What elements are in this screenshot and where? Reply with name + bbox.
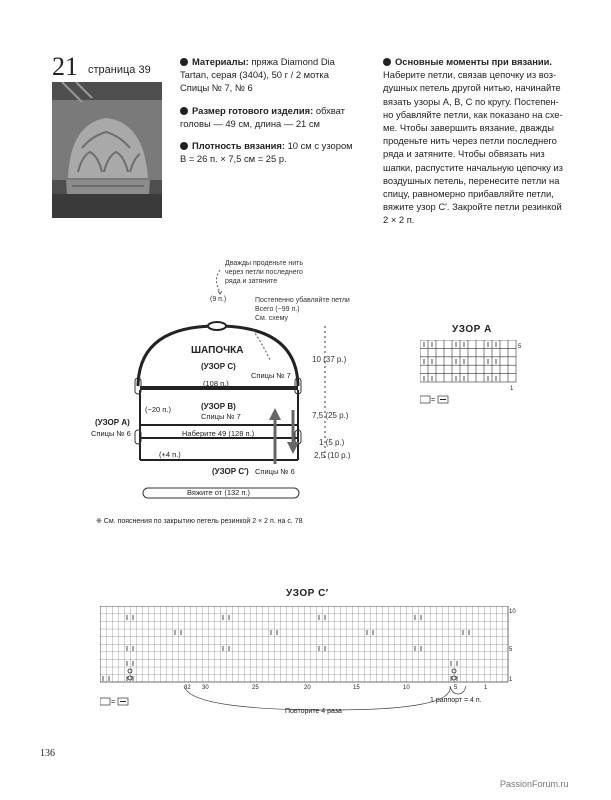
height-4: 2,5 (10 р.) xyxy=(314,451,351,460)
uzor-a-col-label: 1 xyxy=(510,386,514,392)
instructions-title: Основные моменты при вязании. xyxy=(395,56,552,67)
uzor-c-col-15: 15 xyxy=(353,685,360,691)
cast-on: Наберите 49 (128 п.) xyxy=(182,429,255,438)
instructions-column xyxy=(383,55,565,236)
uzor-c-row-label-5: 5 xyxy=(509,647,513,653)
needles-7-top: Спицы № 7 xyxy=(251,371,291,380)
materials-text: пряжа Diamond Dia Tartan, серая (3404), 50 г / 2 мотка Спицы № 7, № 6 xyxy=(180,56,335,94)
legend-blank-cell xyxy=(420,396,430,403)
decrease-note-2: Всего (−99 п.) xyxy=(255,306,300,313)
legend-blank-cell-c xyxy=(100,698,110,705)
page-number: 136 xyxy=(40,748,55,759)
uzor-c-prime-chart xyxy=(100,606,520,716)
uzor-c-label: (УЗОР С) xyxy=(201,362,236,371)
height-3: 1 (5 р.) xyxy=(319,438,345,447)
size-title: Размер готового изделия: xyxy=(192,104,314,116)
bullet-icon xyxy=(180,142,188,150)
minus-20: (−20 п.) xyxy=(145,405,171,414)
materials-paragraph xyxy=(180,55,360,95)
uzor-a-title: УЗОР А xyxy=(452,324,492,335)
uzor-c-col-20: 20 xyxy=(304,685,311,691)
uzor-c-prime-title: УЗОР С′ xyxy=(286,588,329,599)
bullet-icon xyxy=(180,58,188,66)
uzor-c-row-label-1: 1 xyxy=(509,677,513,683)
legend-equals: = xyxy=(431,397,436,404)
density-text: 10 см с узором В = 26 п. × 7,5 см = 25 р. xyxy=(180,140,353,165)
needles-7-mid: Спицы № 7 xyxy=(201,412,241,421)
uzor-b-label: (УЗОР В) xyxy=(201,402,236,411)
decrease-note-1: Постепенно убавляйте петли xyxy=(255,297,350,304)
knit-from: Вяжите от (132 п.) xyxy=(187,488,251,497)
footnote: ※ См. пояснения по закрытию петель резинкой 2 × 2 п. на с. 78 xyxy=(96,518,303,525)
height-1: 10 (37 р.) xyxy=(312,355,347,364)
hat-diagram xyxy=(85,250,365,510)
legend-equals-c: = xyxy=(111,699,116,706)
uzor-a-row-label: 5 xyxy=(518,344,522,350)
materials-column xyxy=(180,55,360,174)
top-note-line-2: через петли последнего xyxy=(225,269,303,276)
instructions-paragraph xyxy=(383,55,565,227)
uzor-c-row-label-10: 10 xyxy=(509,609,516,615)
size-text: обхват головы — 49 см, длина — 21 см xyxy=(180,104,345,129)
uzor-c-col-10: 10 xyxy=(403,685,410,691)
uzor-c-col-25: 25 xyxy=(252,685,259,691)
needles-6-bottom: Спицы № 6 xyxy=(255,467,295,476)
repeat-note: Повторите 4 раза xyxy=(285,708,342,715)
size-paragraph xyxy=(180,104,360,130)
uzor-a-chart xyxy=(420,340,530,410)
uzor-a-label: (УЗОР А) xyxy=(95,418,130,427)
decrease-note-3: См. схему xyxy=(255,315,288,322)
top-note-line-3: ряда и затяните xyxy=(225,278,278,285)
rapport-note: 1 раппорт = 4 п. xyxy=(430,697,482,704)
bullet-icon xyxy=(180,107,188,115)
page-reference: страница 39 xyxy=(88,64,151,76)
height-2: 7,5 (25 р.) xyxy=(312,411,349,420)
uzor-c-col-32: 32 xyxy=(184,685,191,691)
uzor-c-col-30: 30 xyxy=(202,685,209,691)
watermark: PassionForum.ru xyxy=(500,779,569,789)
hat-photo xyxy=(52,82,162,218)
needles-6-left: Спицы № 6 xyxy=(91,429,131,438)
cap-title: ШАПОЧКА xyxy=(191,345,244,356)
uzor-c-col-5: 5 xyxy=(454,685,458,691)
top-note-line-1: Дважды проденьте нить xyxy=(225,260,303,267)
pattern-number: 21 xyxy=(52,52,78,81)
materials-title: Материалы: xyxy=(192,56,249,67)
density-paragraph xyxy=(180,139,360,165)
stitches-108: (108 п.) xyxy=(203,379,229,388)
nine-stitches: (9 п.) xyxy=(210,296,227,303)
uzor-c-col-1: 1 xyxy=(484,685,488,691)
bullet-icon xyxy=(383,58,391,66)
density-title: Плотность вязания: xyxy=(192,140,285,152)
instructions-text: Наберите петли, связав цепочку из воздушных петель другой нитью, начинайте вязать узоры А, В, С по кругу. Постепенно убавляйте петли, как показано на схеме. Чтобы завершить вязание, дважды проденьте нить через петли последнего ряда и затяните. Чтобы обвязать низ шапки, распустите начальную цепочку из воздушных петель, перенесите петли на спицу, равномерно прибавляйте петли, вяжите узор С′. Закройте петли резинкой 2 × 2 п. xyxy=(383,69,563,226)
hat-photo-drawing xyxy=(52,82,162,218)
uzor-c2-label: (УЗОР С′) xyxy=(212,467,249,476)
plus-4: (+4 п.) xyxy=(159,450,181,459)
